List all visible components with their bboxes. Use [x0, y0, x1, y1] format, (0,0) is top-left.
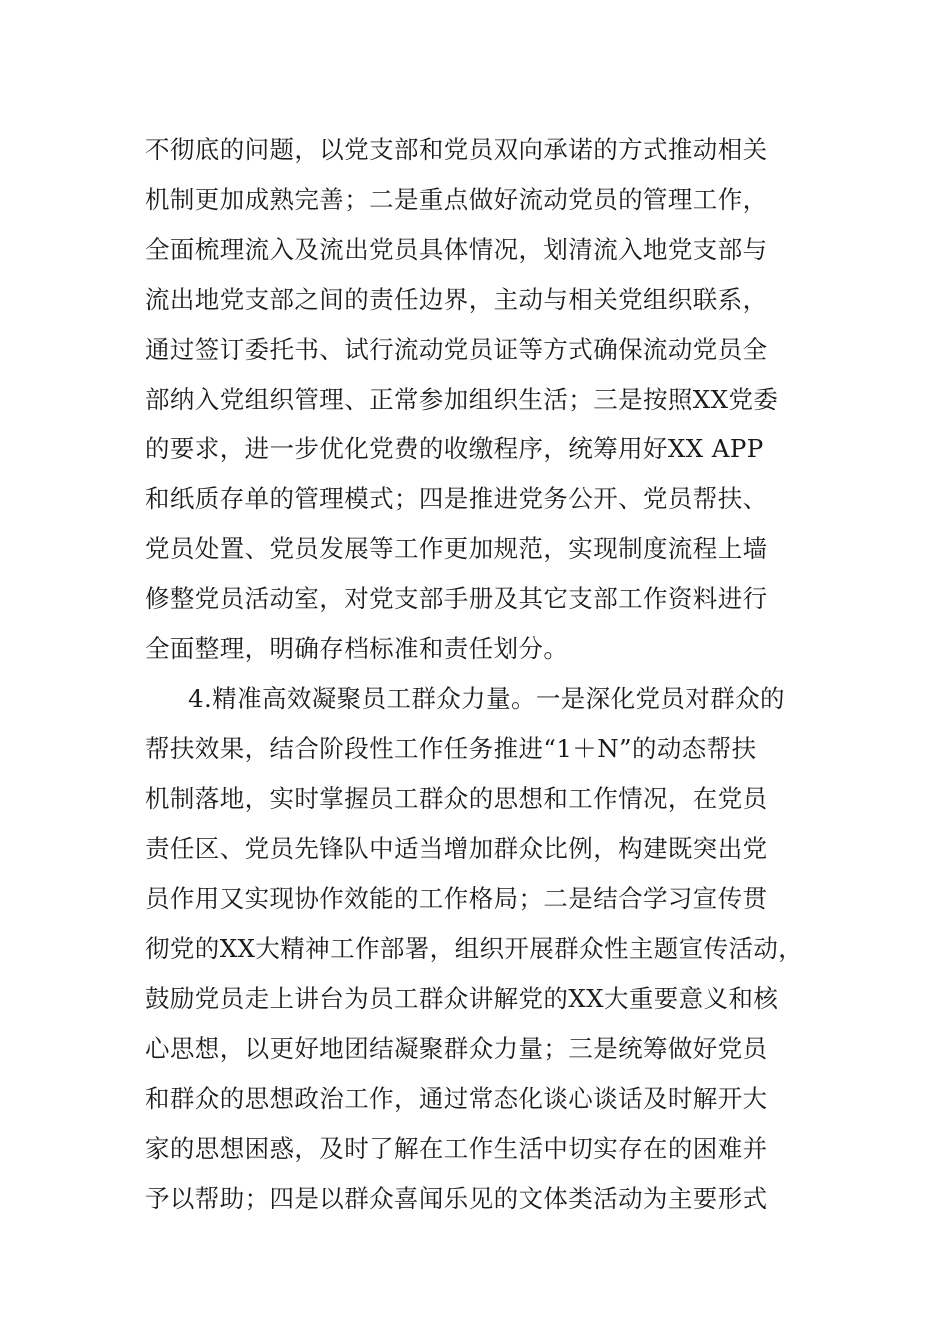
text-line: 流出地党支部之间的责任边界，主动与相关党组织联系，: [145, 285, 768, 314]
text-line: 全面梳理流入及流出党员具体情况，划清流入地党支部与: [145, 235, 768, 264]
text-line: 党员处置、党员发展等工作更加规范，实现制度流程上墙: [145, 534, 768, 563]
text-line: 家的思想困惑，及时了解在工作生活中切实存在的困难并: [145, 1134, 768, 1163]
text-line: 员作用又实现协作效能的工作格局；二是结合学习宣传贯: [145, 884, 768, 913]
text-line: 的要求，进一步优化党费的收缴程序，统筹用好XX APP: [145, 434, 764, 463]
text-line: 和纸质存单的管理模式；四是推进党务公开、党员帮扶、: [145, 484, 768, 513]
text-line: 部纳入党组织管理、正常参加组织生活；三是按照XX党委: [145, 385, 779, 414]
text-line: 和群众的思想政治工作，通过常态化谈心谈话及时解开大: [145, 1084, 768, 1113]
text-line: 帮扶效果，结合阶段性工作任务推进“1＋N”的动态帮扶: [145, 734, 757, 763]
text-line: 不彻底的问题，以党支部和党员双向承诺的方式推动相关: [145, 135, 768, 164]
text-line: 机制更加成熟完善；二是重点做好流动党员的管理工作，: [145, 185, 768, 214]
text-line: 责任区、党员先锋队中适当增加群众比例，构建既突出党: [145, 834, 768, 863]
text-line: 修整党员活动室，对党支部手册及其它支部工作资料进行: [145, 584, 768, 613]
text-line: 彻党的XX大精神工作部署，组织开展群众性主题宣传活动，: [145, 934, 804, 963]
text-line: 心思想，以更好地团结凝聚群众力量；三是统筹做好党员: [145, 1034, 768, 1063]
text-line: 鼓励党员走上讲台为员工群众讲解党的XX大重要意义和核: [145, 984, 779, 1013]
text-line: 机制落地，实时掌握员工群众的思想和工作情况，在党员: [145, 784, 768, 813]
section-heading-line: 4.精准高效凝聚员工群众力量。一是深化党员对群众的: [188, 684, 785, 713]
text-line: 予以帮助；四是以群众喜闻乐见的文体类活动为主要形式: [145, 1184, 768, 1213]
text-line: 全面整理，明确存档标准和责任划分。: [145, 634, 569, 663]
text-line: 通过签订委托书、试行流动党员证等方式确保流动党员全: [145, 335, 768, 364]
